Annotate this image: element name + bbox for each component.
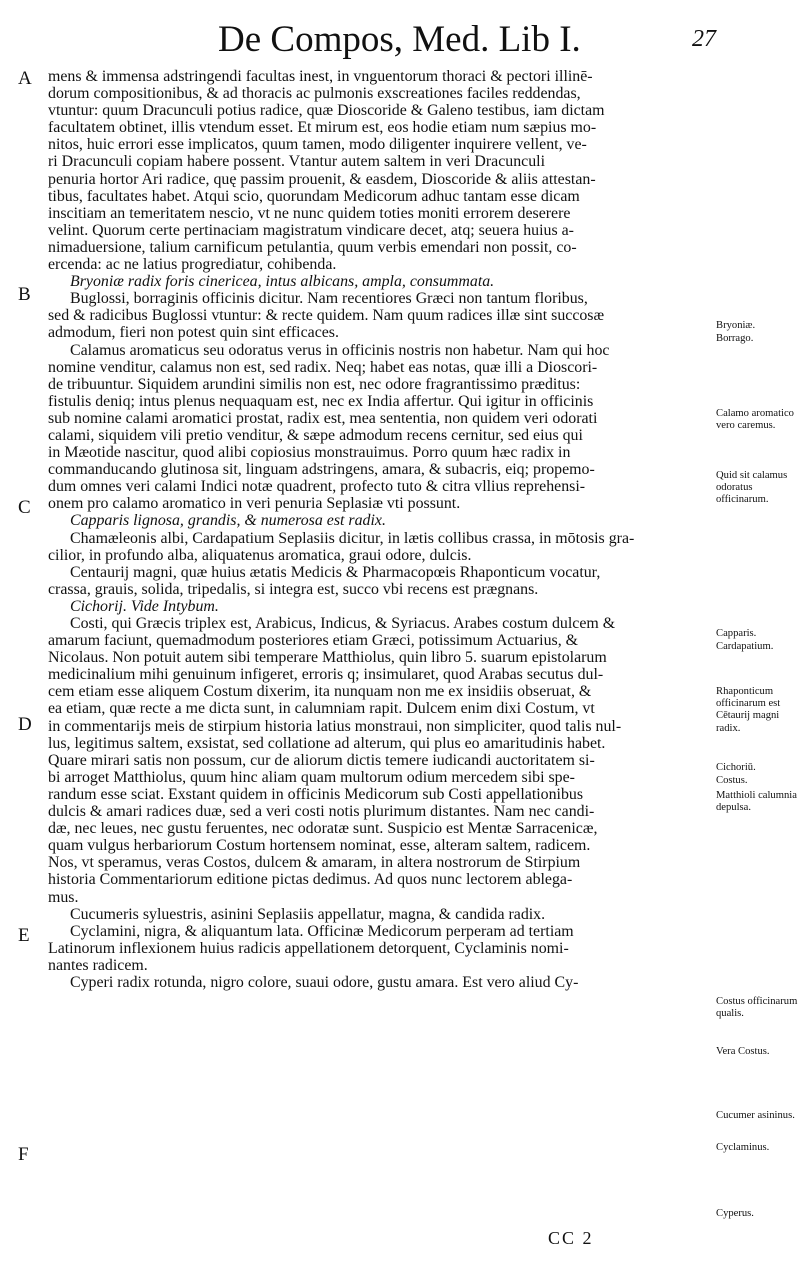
section-letter-f: F (18, 1144, 29, 1165)
text-line: dæ, nec leues, nec gustu feruentes, nec odoratæ sunt. Suspicio est Mentæ Sarracenicæ, (48, 820, 598, 838)
entry-centaurium: Centaurij magni, quæ huius ætatis Medicis & Pharmacopœis Rhaponticum vocatur, (70, 563, 601, 581)
text-line: ri Dracunculi copiam habere possent. Vtantur autem saltem in veri Dracunculi (48, 153, 546, 171)
margin-note: Calamo aromatico vero caremus. (716, 408, 794, 432)
text-line: tibus, facultates habet. Atqui scio, quorundam Medicorum adhuc tantam esse dicam (48, 187, 580, 205)
text-line: inscitiam an temeritatem nescio, vt ne nunc quidem toties moniti errorem deserere (48, 204, 571, 222)
text-line: sub nomine calami aromatici prostat, radix est, mea sententia, non quidem veri odorati (48, 409, 598, 427)
entry-buglossum: Buglossi, borraginis officinis dicitur. Nam recentiores Græci non tantum floribus, (70, 290, 588, 308)
text-line: dorum compositionibus, & ad thoracis ac pulmonis exscreationes faciles reddendas, (48, 85, 581, 103)
text-line: Nicolaus. Non potuit autem sibi temperare Matthiolus, quin libro 5. suarum epistolarum (48, 649, 607, 667)
margin-note: Quid sit calamus odoratus officinarum. (716, 470, 788, 506)
text-line: nimaduersione, talium carnificum petulantia, quum verbis emendari non possit, co- (48, 238, 577, 256)
entry-cichorium: Cichorij. Vide Intybum. (70, 597, 219, 615)
entry-capparis: Capparis lignosa, grandis, & numerosa est radix. (70, 512, 386, 530)
section-letter-c: C (18, 497, 31, 518)
text-line: medicinalium mihi genuinum infigeret, erroris q; insimularet, quod Arabas secutus dul- (48, 666, 604, 684)
text-line: Quare mirari satis non possum, cur de aliorum dictis temere iudicandi auctoritatem si- (48, 751, 595, 769)
margin-note: Cardapatium. (716, 641, 774, 652)
text-line: de tribuuntur. Siquidem arundini similis non est, nec odore fragrantissimo præditus: (48, 375, 581, 393)
text-line: Latinorum inflexionem huius radicis appellationem detorquent, Cyclaminis nomi- (48, 939, 569, 957)
text-line: ercenda: ac ne latius progrediatur, cohibenda. (48, 256, 337, 274)
page-footer (0, 1222, 800, 1252)
text-line: cilior, in profundo alba, aliquatenus aromatica, graui odore, dulcis. (48, 546, 472, 564)
margin-note: Rhaponticum officinarum est Cētaurij magni radix. (716, 686, 781, 734)
signature-mark: CC 2 (548, 1228, 594, 1248)
entry-cyclaminus: Cyclamini, nigra, & aliquantum lata. Officinæ Medicorum perperam ad tertiam (70, 922, 574, 940)
text-line: historia Commentariorum editione pictas dedimus. Ad quos nunc lectorem ablega- (48, 871, 573, 889)
text-line: dulcis & amari radices duæ, sed a veri costi notis plurimum distantes. Nam nec candi- (48, 803, 595, 821)
text-line: quam vulgus herbariorum Costum hortensem nominat, esse, alteram saltem, radicem. (48, 837, 591, 855)
margin-note: Vera Costus. (716, 1046, 770, 1057)
margin-note: Cyclaminus. (716, 1142, 770, 1153)
text-line: mus. (48, 888, 79, 906)
text-line: fistulis deniq; intus plenus nequaquam est, nec ex India affertur. Qui igitur in officinis (48, 392, 594, 410)
text-line: amarum faciunt, quemadmodum posteriores etiam Græci, potissimum Actuarius, & (48, 632, 579, 650)
margin-note: Capparis. (716, 628, 757, 639)
margin-note: Cichoriū. (716, 762, 756, 773)
section-letter-d: D (18, 714, 32, 735)
text-line: cem etiam esse aliquem Costum dixerim, ita nunquam non me ex insidiis obseruat, & (48, 683, 592, 701)
margin-note: Cyperus. (716, 1208, 754, 1219)
entry-bryonia: Bryoniæ radix foris cinericea, intus albicans, ampla, consummata. (70, 273, 495, 291)
section-letter-b: B (18, 284, 31, 305)
text-line: nomine venditur, calamus non est, sed radix. Neq; habet eas notas, quæ illi a Dioscori- (48, 358, 598, 376)
text-line: facultatem obtinet, illis vtendum esset. Et mirum est, eos hodie etiam num sæpius mo- (48, 119, 597, 137)
text-line: randum esse sciat. Exstant quidem in officinis Medicorum sub Costi appellationibus (48, 785, 584, 803)
section-letter-a: A (18, 68, 32, 89)
margin-note: Cucumer asininus. (716, 1110, 795, 1121)
text-line: dum omnes veri calami Indici notæ quadrent, profecto tuto & citra vllius reprehensi- (48, 478, 586, 496)
entry-chamaeleon: Chamæleonis albi, Cardapatium Seplasiis dicitur, in lætis collibus crassa, in mōtosis gra- (70, 529, 635, 547)
margin-note: Borrago. (716, 333, 754, 344)
text-line: commanducando glutinosa sit, linguam adstringens, amara, & subacris, eiq; propemo- (48, 461, 595, 479)
section-letter-e: E (18, 925, 30, 946)
text-line: velint. Quorum certe pertinaciam magistratum vindicare decet, atq; seuera huius a- (48, 221, 574, 239)
margin-note: Bryoniæ. (716, 320, 756, 331)
text-line: ea etiam, quæ recte a me dicta sunt, in calumniam rapit. Dulcem enim dixi Costum, vt (48, 700, 595, 718)
text-line: lus, legitimus saltem, exsistat, sed collatione ad alterum, qui plus eo amaritudinis habet. (48, 734, 606, 752)
text-line: bi arroget Matthiolus, quum hinc aliam quam multorum odium mercedem sibi spe- (48, 768, 575, 786)
margin-note: Costus. (716, 775, 748, 786)
entry-cyperus: Cyperi radix rotunda, nigro colore, suaui odore, gustu amara. Est vero aliud Cy- (70, 973, 579, 991)
text-line: penuria hortor Ari radice, quę passim prouenit, & easdem, Dioscoride & aliis attestan- (48, 170, 596, 188)
text-line: in Mæotide nascitur, quod alibi copiosius monstrauimus. Porro quum hæc radix in (48, 444, 571, 462)
text-line: nitos, huic errori esse implicatos, quum tamen, modo diligenter inquirere vellent, ve- (48, 136, 587, 154)
text-line: in commentarijs meis de stirpium historia latius monstraui, non simpliciter, quod talis nul- (48, 717, 622, 735)
text-line: calami, siquidem vili pretio venditur, & sæpe admodum recens cernitur, sed eius qui (48, 426, 583, 444)
margin-note: Costus officinarum qualis. (716, 996, 798, 1020)
text-line: admodum, fieri non potest quin sint efficaces. (48, 324, 339, 342)
entry-calamus: Calamus aromaticus seu odoratus verus in officinis nostris non habetur. Nam qui hoc (70, 341, 610, 359)
page-header (0, 18, 800, 68)
entry-cucumis: Cucumeris syluestris, asinini Seplasiis appellatur, magna, & candida radix. (70, 905, 546, 923)
text-line: nantes radicem. (48, 956, 148, 974)
running-title: De Compos, Med. Lib I. (218, 19, 581, 60)
entry-costus: Costi, qui Græcis triplex est, Arabicus, Indicus, & Syriacus. Arabes costum dulcem & (70, 615, 616, 632)
body-text (38, 68, 714, 991)
text-line: vtuntur: quum Dracunculi potius radice, quæ Dioscoride & Galeno testibus, iam dictam (48, 102, 605, 120)
text-line: mens & immensa adstringendi facultas inest, in vnguentorum thoraci & pectori illinē- (48, 68, 593, 85)
text-line: sed & radicibus Buglossi vtuntur: & recte quidem. Nam quum radices illæ sint succosæ (48, 307, 605, 325)
text-line: onem pro calamo aromatico in veri penuria Seplasiæ vti possunt. (48, 495, 461, 513)
page-number: 27 (692, 26, 716, 52)
text-line: Nos, vt speramus, veras Costos, dulcem & amaram, in altera nostrorum de Stirpium (48, 854, 581, 872)
text-line: crassa, grauis, solida, tripedalis, si integra est, succo vbi recens est prægnans. (48, 580, 539, 598)
margin-note: Matthioli calumnia depulsa. (716, 790, 797, 814)
